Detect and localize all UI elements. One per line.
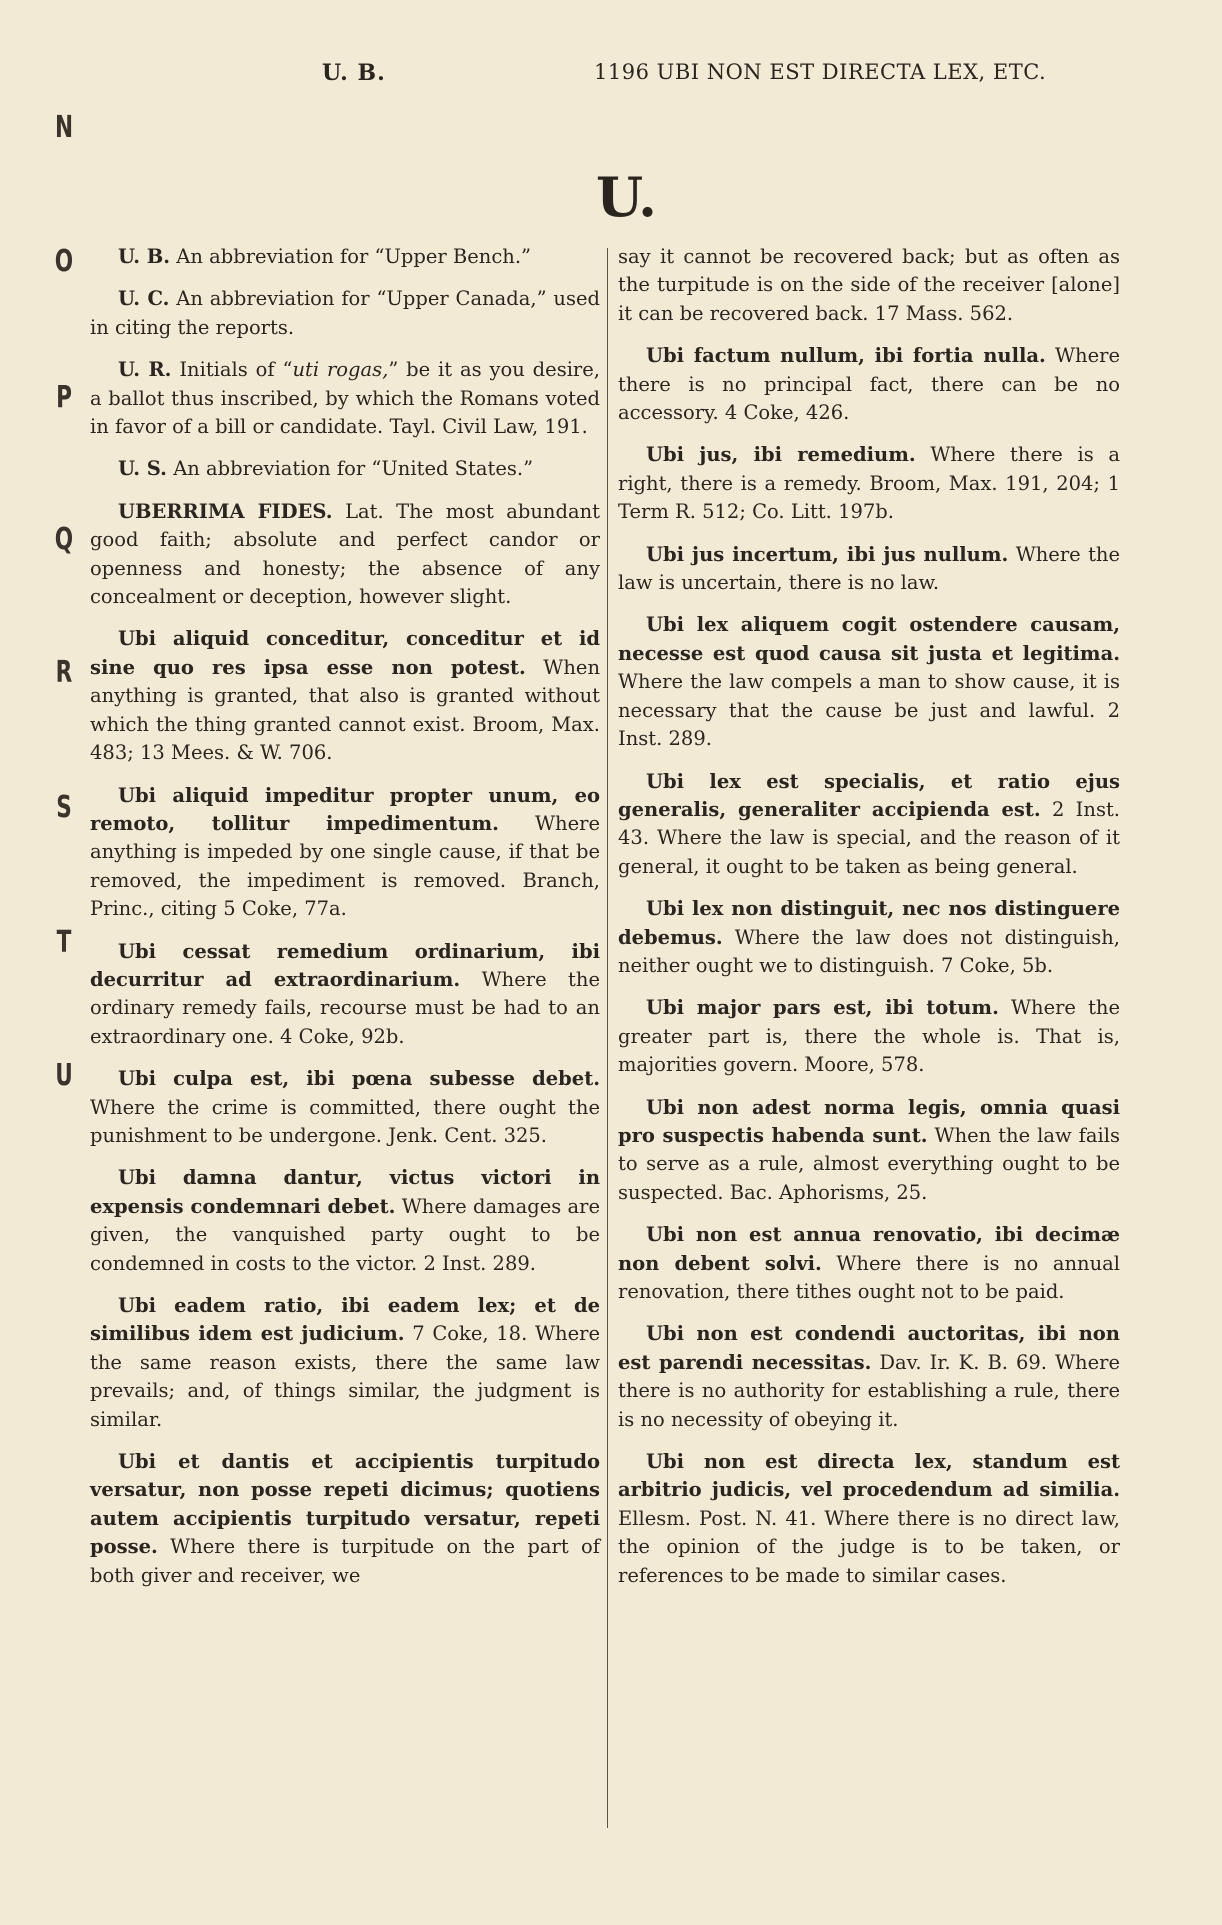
- entry-ur: [90, 356, 600, 441]
- entry-term: Ubi aliquid conceditur, conceditur et id sine quo res ipsa esse non potest.: [90, 627, 600, 679]
- entry-term: Ubi aliquid impeditur propter unum, eo remoto, tollitur impedimentum.: [90, 783, 600, 835]
- entry-text: Where there is turpitude on the part of both giver and receiver, we: [90, 1535, 600, 1587]
- right-column: [618, 243, 1120, 1604]
- section-letter: U.: [596, 165, 657, 229]
- thumb-tab-n[interactable]: N: [54, 110, 74, 145]
- entry-maxim: [618, 895, 1120, 980]
- entry-text: When the law fails to serve as a rule, almost everything ought to be suspected. Bac. Aphorisms, 25.: [618, 1123, 1121, 1204]
- thumb-tab-o[interactable]: O: [54, 244, 74, 279]
- entry-maxim: [618, 768, 1120, 882]
- entry-maxim: [618, 611, 1120, 753]
- entry-maxim: [90, 1448, 600, 1590]
- entry-term: UBERRIMA FIDES.: [118, 499, 333, 523]
- entry-maxim: [90, 782, 600, 924]
- thumb-tab-p[interactable]: P: [56, 380, 72, 415]
- entry-term: U. S.: [118, 457, 167, 481]
- entry-term: Ubi factum nullum, ibi fortia nulla.: [646, 344, 1046, 368]
- entry-term: U. R.: [118, 358, 172, 382]
- entry-term: U. B.: [118, 245, 171, 268]
- entry-text: Where there is a right, there is a remedy. Broom, Max. 191, 204; 1 Term R. 512; Co. Litt. 197b.: [618, 443, 1120, 524]
- entry-text: An abbreviation for “Upper Canada,” used in citing the reports.: [90, 287, 600, 339]
- thumb-tab-t[interactable]: T: [56, 925, 72, 960]
- entry-text: Where there is no annual renovation, there tithes ought not to be paid.: [618, 1251, 1120, 1303]
- entry-text: Where the law is uncertain, there is no law.: [618, 542, 1121, 595]
- thumb-index: [44, 0, 84, 1925]
- entry-maxim: [618, 541, 1120, 598]
- entry-uberrima-fides: [90, 498, 600, 612]
- entry-text: Where anything is impeded by one single cause, if that be removed, the impediment is removed. Branch, Princ., citing 5 Coke, 77a.: [90, 811, 600, 921]
- entry-maxim: [618, 441, 1120, 526]
- entry-term: Ubi lex non distinguit, nec nos distinguere debemus.: [618, 897, 1120, 949]
- entry-text: Where the crime is committed, there ought the punishment to be undergone. Jenk. Cent. 325.: [90, 1095, 600, 1147]
- entry-continuation: [618, 243, 1120, 328]
- running-head-right: 1196 UBI NON EST DIRECTA LEX, ETC.: [594, 60, 1047, 84]
- entry-text: Where the law compels a man to show cause, it is necessary that the cause be just and lawful. 2 Inst. 289.: [618, 670, 1120, 751]
- entry-term: Ubi culpa est, ibi pœna subesse debet.: [118, 1067, 600, 1091]
- entry-text: Where the ordinary remedy fails, recourse must be had to an extraordinary one. 4 Coke, 92b.: [90, 967, 600, 1048]
- entry-maxim: [618, 994, 1120, 1079]
- entry-uc: [90, 285, 600, 342]
- left-column: [90, 243, 600, 1604]
- entry-text: Ellesm. Post. N. 41. Where there is no direct law, the opinion of the judge is to be taken, or references to be made to similar cases.: [618, 1506, 1120, 1587]
- entry-term: Ubi damna dantur, victus victori in expensis condemnari debet.: [90, 1166, 600, 1218]
- entry-maxim: [618, 342, 1120, 427]
- entry-text: An abbreviation for “United States.”: [173, 457, 534, 481]
- entry-text: Dav. Ir. K. B. 69. Where there is no authority for establishing a rule, there is no necessity of obeying it.: [618, 1350, 1121, 1431]
- entry-text: 2 Inst. 43. Where the law is special, and the reason of it general, it ought to be taken as being general.: [618, 797, 1120, 878]
- entry-italic: uti rogas,: [292, 358, 389, 382]
- entry-term: U. C.: [118, 287, 170, 311]
- entry-maxim: [90, 938, 600, 1052]
- thumb-tab-r[interactable]: R: [55, 655, 73, 690]
- entry-text: say it cannot be recovered back; but as often as the turpitude is on the side of the receiver [alone] it can be recovered back. 17 Mass. 562.: [618, 245, 1120, 325]
- entry-term: Ubi et dantis et accipientis turpitudo versatur, non posse repeti dicimus; quotiens autem accipientis turpitudo versatur, repeti posse.: [90, 1450, 600, 1559]
- thumb-tab-s[interactable]: S: [56, 790, 72, 825]
- entry-term: Ubi jus, ibi remedium.: [646, 443, 916, 467]
- entry-maxim: [90, 1164, 600, 1278]
- entry-term: Ubi lex est specialis, et ratio ejus generalis, generaliter accipienda est.: [618, 769, 1120, 821]
- entry-term: Ubi cessat remedium ordinarium, ibi decurritur ad extraordinarium.: [90, 939, 600, 991]
- entry-text: Where there is no principal fact, there can be no accessory. 4 Coke, 426.: [618, 344, 1120, 425]
- entry-text: When anything is granted, that also is granted without which the thing granted cannot exist. Broom, Max. 483; 13 Mees. & W. 706.: [90, 655, 600, 765]
- running-head-left: U. B.: [322, 60, 386, 86]
- entry-ub: [90, 243, 600, 271]
- entry-maxim: [618, 1448, 1120, 1590]
- entry-term: Ubi lex aliquem cogit ostendere causam, necesse est quod causa sit justa et legitima.: [618, 613, 1120, 665]
- entry-text: ” be it as you desire, a ballot thus inscribed, by which the Romans voted in favor of a bill or candidate. Tayl. Civil Law, 191.: [90, 358, 600, 439]
- entry-text: Where damages are given, the vanquished party ought to be condemned in costs to the victor. 2 Inst. 289.: [90, 1194, 600, 1275]
- entry-term: Ubi non est annua renovatio, ibi decimæ non debent solvi.: [618, 1223, 1120, 1275]
- entry-term: Ubi non est condendi auctoritas, ibi non est parendi necessitas.: [618, 1322, 1120, 1374]
- column-divider: [607, 248, 608, 1828]
- entry-text: Where the law does not distinguish, neither ought we to distinguish. 7 Coke, 5b.: [618, 925, 1120, 977]
- entry-maxim: [90, 625, 600, 767]
- entry-maxim: [90, 1292, 600, 1434]
- entry-term: Ubi non est directa lex, standum est arbitrio judicis, vel procedendum ad similia.: [618, 1450, 1120, 1502]
- entry-term: Ubi major pars est, ibi totum.: [646, 996, 999, 1020]
- entry-maxim: [618, 1094, 1120, 1208]
- entry-text: 7 Coke, 18. Where the same reason exists, there the same law prevails; and, of things similar, the judgment is similar.: [90, 1322, 600, 1431]
- thumb-tab-u[interactable]: U: [55, 1058, 73, 1093]
- entry-maxim: [618, 1221, 1120, 1306]
- entry-text: Where the greater part is, there the whole is. That is, majorities govern. Moore, 578.: [618, 996, 1121, 1077]
- entry-term: Ubi jus incertum, ibi jus nullum.: [646, 542, 1009, 566]
- entry-text-pre: Initials of “: [179, 358, 293, 382]
- entry-text: An abbreviation for “Upper Bench.”: [176, 245, 532, 268]
- thumb-tab-q[interactable]: Q: [54, 522, 74, 557]
- entry-maxim: [618, 1320, 1120, 1434]
- entry-text: Lat. The most abundant good faith; absolute and perfect candor or openness and honesty; the absence of any concealment or deception, however slight.: [90, 499, 600, 609]
- entry-term: Ubi non adest norma legis, omnia quasi pro suspectis habenda sunt.: [618, 1095, 1120, 1147]
- entry-us: [90, 455, 600, 483]
- entry-maxim: [90, 1065, 600, 1150]
- entry-term: Ubi eadem ratio, ibi eadem lex; et de similibus idem est judicium.: [90, 1294, 600, 1346]
